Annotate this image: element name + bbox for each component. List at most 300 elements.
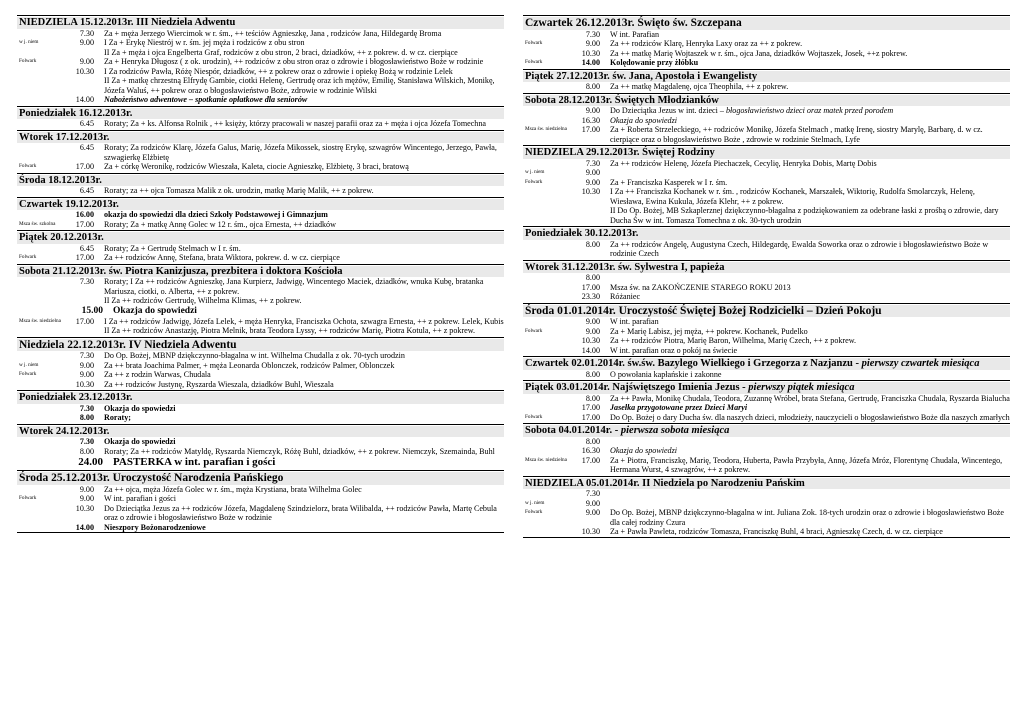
- location-note: [17, 244, 63, 254]
- mass-entry: [523, 116, 1010, 126]
- day-heading: [523, 71, 1010, 83]
- mass-time: 8.00: [585, 369, 600, 379]
- location-note: [17, 143, 63, 162]
- location-note: [523, 346, 569, 356]
- mass-entry: [17, 306, 504, 317]
- day-block: [523, 423, 1010, 475]
- mass-time: [63, 326, 104, 336]
- day-heading: [17, 132, 504, 144]
- location-note: [523, 489, 569, 499]
- mass-entry: [17, 210, 504, 220]
- mass-entry: [17, 67, 504, 77]
- mass-entry: [523, 82, 1010, 92]
- day-block: [17, 197, 504, 230]
- day-heading: [17, 199, 504, 211]
- location-note: [17, 277, 63, 296]
- day-heading: [17, 232, 504, 244]
- mass-time: 17.00: [75, 316, 94, 326]
- day-title: Wtorek 31.12.2013r. św. Sylwestra I, papieża: [525, 261, 725, 273]
- mass-intention: [610, 168, 1010, 178]
- day-heading: [17, 175, 504, 187]
- mass-intention: Za ++ rodziców Helenę, Józefa Piechaczek, Cecylię, Henryka Dobis, Martę Dobis: [610, 158, 877, 168]
- mass-time: 7.30: [585, 29, 600, 39]
- day-heading: [523, 262, 1010, 274]
- location-note: [17, 119, 63, 129]
- location-note: Folwark: [525, 327, 543, 334]
- mass-intention: Do Op. Bożej, MBNP dziękczynno-błagalna w int. Juliana Zok. 18-tych urodzin oraz o zdrowie i błogosławieństwo Boże dla całej rodziny Czura: [610, 508, 1004, 527]
- day-heading: [17, 426, 504, 438]
- day-heading: [17, 472, 504, 485]
- mass-time: [63, 48, 104, 58]
- mass-time: 8.00: [585, 273, 600, 282]
- location-note: [523, 240, 569, 259]
- day-title-note: pierwszy piątek miesiąca: [748, 382, 855, 393]
- location-note: [17, 186, 63, 196]
- mass-entry: [17, 380, 504, 390]
- day-title: Czwartek 26.12.2013r. Święto św. Szczepana: [525, 17, 742, 29]
- mass-intention: W int. parafian i gości: [104, 494, 176, 503]
- mass-intention: Za ++ rodziców Klarę, Henryka Laxy oraz za ++ z pokrew.: [610, 39, 803, 48]
- mass-time: 8.00: [585, 436, 600, 446]
- mass-intention: Za ++ rodziców Annę, Stefana, brata Wiktora, pokrew. d. w cz. cierpiące: [104, 253, 340, 262]
- location-note: [17, 485, 63, 495]
- mass-entry: [17, 119, 504, 129]
- mass-entry: [17, 351, 504, 361]
- mass-intention: Za ++ rodziców Justynę, Ryszarda Wieszala, dziadków Buhl, Wieszala: [104, 379, 334, 389]
- mass-intention: Kolędowanie przy żłóbku: [610, 58, 699, 67]
- mass-entry: [17, 162, 504, 172]
- mass-entry: [523, 240, 1010, 259]
- mass-time: 9.00: [585, 177, 600, 187]
- mass-time: 10.30: [75, 379, 94, 389]
- mass-entry: [523, 187, 1010, 206]
- mass-intention: Do Dzieciątka Jezus za ++ rodziców Józefa, Magdalenę Szindzielorz, brata Wilibalda, ++ rodziców Pawła, Martę Cebula oraz o zdrowie i błogosławieństwo Boże w rodzinie: [104, 503, 497, 522]
- mass-time: 16.30: [581, 446, 600, 455]
- mass-entry: [17, 447, 504, 457]
- location-note: [17, 29, 63, 39]
- location-note: [523, 527, 569, 537]
- day-title: Sobota 04.01.2014r. -: [525, 425, 621, 436]
- location-note: [523, 317, 569, 327]
- mass-entry: [17, 456, 504, 469]
- mass-entry: [523, 346, 1010, 356]
- mass-intention: Roraty; Za rodziców Klarę, Józefa Galus, Marię, Józefa Mikossek, siostrę Erykę, szwagrów Wincentego, Jerzego, Pawła, szwagierkę Elżbietę: [104, 143, 497, 162]
- mass-entry: [523, 489, 1010, 499]
- mass-entry: [17, 220, 504, 230]
- mass-intention: Okazja do spowiedzi: [113, 305, 197, 316]
- mass-entry: [17, 38, 504, 48]
- day-title: Czwartek 19.12.2013r.: [19, 198, 119, 210]
- location-note: [17, 306, 63, 317]
- mass-intention: Do Dzieciątka Jezus w int. dzieci – błogosławieństwo dzieci oraz matek przed porodem: [610, 106, 894, 115]
- mass-time: 6.45: [79, 186, 94, 195]
- mass-entry: [523, 106, 1010, 116]
- day-block: [523, 226, 1010, 259]
- location-note: [17, 76, 63, 95]
- mass-time: 17.00: [581, 455, 600, 465]
- location-note: w j. niem: [525, 499, 545, 506]
- mass-entry: [17, 186, 504, 196]
- mass-entry: [523, 273, 1010, 283]
- day-title: Wtorek 24.12.2013r.: [19, 425, 110, 437]
- mass-entry: [523, 336, 1010, 346]
- mass-intention: Okazja do spowiedzi: [610, 446, 677, 455]
- mass-entry: [523, 508, 1010, 527]
- location-note: [17, 351, 63, 361]
- day-title: Piątek 20.12.2013r.: [19, 232, 104, 243]
- mass-time: 17.00: [581, 282, 600, 292]
- mass-time: 7.30: [79, 403, 94, 413]
- day-heading: [523, 305, 1010, 318]
- location-note: [523, 446, 569, 456]
- mass-time: 10.30: [75, 503, 94, 513]
- location-note: Msza św. niedzielna: [19, 317, 61, 324]
- day-title: Sobota 28.12.2013r. Świętych Młodzianków: [525, 94, 719, 106]
- day-block: [17, 390, 504, 423]
- mass-entry: [523, 125, 1010, 144]
- mass-time: 7.30: [79, 277, 94, 286]
- mass-intention: II Za + matkę chrzestną Elfrydę Gambie, ciotki Helenę, Gertrudę oraz ich mężów, Emilię, Stanisława Wilskich, Monikę, Józefa Waluś, ++ pokrew oraz o błogosławieństwo Boże, zdrowie w rodzinie Wilski: [104, 76, 495, 95]
- mass-intention: Roraty; I Za ++ rodziców Agnieszkę, Jana Kurpierz, Jadwigę, Wincentego Maciek, dziadków, wnuka Kubę, bratanka Mariusza, ciotki, o. Alberta, ++ z pokrew.: [104, 277, 484, 296]
- location-note: Folwark: [525, 509, 543, 515]
- location-note: [17, 326, 63, 336]
- location-note: [523, 116, 569, 126]
- location-note: [523, 394, 569, 404]
- mass-time: [63, 76, 104, 95]
- mass-time: [63, 296, 104, 306]
- mass-entry: [523, 327, 1010, 337]
- mass-time: 10.30: [581, 527, 600, 536]
- left-column: [17, 14, 504, 533]
- mass-intention: Za + Franciszka Kasperek w I r. śm.: [610, 177, 728, 187]
- day-block: [523, 380, 1010, 422]
- mass-intention: Okazja do spowiedzi: [610, 115, 677, 125]
- mass-intention: Roraty; Za + ks. Alfonsa Rolnik , ++ księży, którzy pracowali w naszej parafii oraz za + męża i ojca Józefa Tomechna: [104, 119, 486, 128]
- day-block: [523, 93, 1010, 145]
- mass-intention: Za + Marię Labisz, jej męża, ++ pokrew. Kochanek, Pudelko: [610, 326, 808, 336]
- location-note: [523, 283, 569, 293]
- location-note: [523, 370, 569, 380]
- mass-time: 6.45: [79, 119, 94, 128]
- mass-time: 24.00: [78, 456, 103, 468]
- location-note: [17, 404, 63, 414]
- day-block: [17, 264, 504, 336]
- day-title-note: pierwsza sobota miesiąca: [620, 425, 730, 436]
- day-heading: [523, 425, 1010, 437]
- mass-intention: Roraty;: [104, 413, 131, 422]
- mass-intention: Za + Roberta Strzeleckiego, ++ rodziców Monikę, Józefa Stelmach , matkę Irenę, siostry Marylę, Barbarę, d. w cz. cierpiące oraz o błogosławieństwo Boże , zdrowie w rodzinie Stelmach, Lyfe: [610, 125, 983, 144]
- day-block: [17, 337, 504, 390]
- mass-intention: okazja do spowiedzi dla dzieci Szkoły Podstawowej i Gimnazjum: [104, 210, 328, 219]
- location-note: Msza św. szkolna: [19, 220, 56, 227]
- location-note: Folwark: [19, 163, 37, 169]
- location-note: [523, 403, 569, 413]
- mass-entry: [523, 499, 1010, 509]
- mass-entry: [523, 159, 1010, 169]
- mass-entry: [523, 437, 1010, 447]
- location-note: Folwark: [19, 371, 37, 377]
- mass-intention: Za + Piotra, Franciszkę, Marię, Teodora, Huberta, Pawła Przybyła, Annę, Józefa Mróz, Florentynę Chudala, Wincentego, Hermana Wurst, 4 szwagrów, ++ z pokrew.: [610, 455, 1003, 474]
- mass-entry: [17, 244, 504, 254]
- mass-intention: W int. parafian oraz o pokój na świecie: [610, 345, 738, 355]
- mass-time: 17.00: [75, 253, 94, 262]
- mass-intention: Okazja do spowiedzi: [104, 403, 176, 413]
- day-block: [523, 260, 1010, 302]
- mass-time: 9.00: [585, 39, 600, 48]
- mass-time: 23.30: [581, 292, 600, 301]
- mass-entry: [523, 58, 1010, 68]
- mass-entry: [17, 95, 504, 105]
- day-heading: [17, 339, 504, 352]
- mass-time: 17.00: [581, 403, 600, 412]
- location-note: [523, 437, 569, 447]
- mass-time: 8.00: [585, 82, 600, 91]
- mass-intention: II Za ++ rodziców Gertrudę, Wilhelma Klimas, ++ z pokrew.: [104, 296, 302, 305]
- mass-intention: [610, 499, 1010, 509]
- mass-entry: [17, 277, 504, 296]
- location-note: w j. niem: [525, 169, 545, 175]
- day-title: Niedziela 22.12.2013r. IV Niedziela Adwentu: [19, 338, 237, 351]
- location-note: Msza św. niedzielna: [525, 126, 567, 132]
- mass-intention: Nabożeństwo adwentowe – spotkanie opłatkowe dla seniorów: [104, 95, 308, 104]
- mass-intention: Za ++ matkę Magdalenę, ojca Theophila, ++ z pokrew.: [610, 82, 789, 91]
- day-title: Czwartek 02.01.2014r. św.św. Bazylego Wielkiego i Grzegorza z Nazjanzu -: [525, 358, 862, 369]
- day-title: Piątek 03.01.2014r. Najświętszego Imienia Jezus -: [525, 382, 749, 393]
- mass-time: 16.00: [75, 210, 94, 219]
- location-note: [17, 523, 63, 533]
- location-note: Folwark: [525, 413, 543, 420]
- mass-intention: II Za + męża i ojca Engelberta Graf, rodziców z obu stron, 2 braci, dziadków, ++ z pokrew. d. w cz. cierpiące: [104, 47, 458, 57]
- mass-intention: Różaniec: [610, 292, 641, 301]
- mass-entry: [523, 39, 1010, 49]
- mass-intention: [610, 437, 1010, 447]
- mass-intention: II Za ++ rodziców Anastazję, Piotra Melnik, brata Teodora Lyssy, ++ rodziców Marię, Piotra Kotula, ++ z pokrew.: [104, 326, 476, 335]
- day-title: Środa 18.12.2013r.: [19, 174, 102, 186]
- location-note: [17, 95, 63, 105]
- location-note: [523, 273, 569, 283]
- mass-time: 9.00: [79, 494, 94, 503]
- mass-entry: [523, 283, 1010, 293]
- day-title: Wtorek 17.12.2013r.: [19, 131, 110, 143]
- location-note: [17, 447, 63, 457]
- mass-entry: [523, 292, 1010, 302]
- mass-intention: Roraty; Za + matkę Annę Golec w 12 r. śm., ojca Ernesta, ++ dziadków: [104, 219, 336, 229]
- mass-entry: [523, 446, 1010, 456]
- day-heading: [17, 266, 504, 278]
- mass-intention: [610, 273, 1010, 283]
- mass-intention: Za ++ rodziców Piotra, Marię Baron, Wilhelma, Marię Czech, ++ z pokrew.: [610, 336, 857, 345]
- day-block: [523, 15, 1010, 68]
- mass-time: 17.00: [581, 125, 600, 134]
- location-note: [523, 187, 569, 206]
- mass-time: 14.00: [581, 58, 600, 67]
- location-note: w j. niem: [19, 361, 39, 368]
- mass-intention: W int. Parafian: [610, 29, 660, 39]
- mass-time: 9.00: [585, 168, 600, 177]
- location-note: [17, 504, 63, 523]
- mass-entry: [523, 413, 1010, 423]
- mass-time: 10.30: [581, 48, 600, 58]
- mass-time: 8.00: [585, 239, 600, 249]
- day-block: [523, 145, 1010, 225]
- mass-time: 8.00: [79, 446, 94, 456]
- location-note: [17, 437, 63, 447]
- location-note: [523, 49, 569, 59]
- mass-entry: [17, 326, 504, 336]
- mass-entry: [17, 413, 504, 423]
- mass-entry: [17, 29, 504, 39]
- location-note: [523, 159, 569, 169]
- location-note: [523, 336, 569, 346]
- mass-entry: [17, 370, 504, 380]
- day-title-note: pierwszy czwartek miesiąca: [861, 358, 980, 369]
- day-title: Sobota 21.12.2013r. św. Piotra Kanizjusza, prezbitera i doktora Kościoła: [19, 265, 343, 277]
- day-title: NIEDZIELA 15.12.2013r. III Niedziela Adwentu: [19, 17, 236, 28]
- location-note: [17, 210, 63, 220]
- mass-entry: [523, 370, 1010, 380]
- location-note: [17, 67, 63, 77]
- mass-intention: Jasełka przygotowane przez Dzieci Maryi: [610, 403, 748, 412]
- location-note: [17, 48, 63, 58]
- mass-time: 6.45: [79, 143, 94, 152]
- mass-intention: Roraty; Za + Gertrudę Stelmach w I r. śm.: [104, 243, 241, 253]
- mass-intention: I Za ++ Franciszka Kochanek w r. śm. , rodziców Kochanek, Marszałek, Wiktorię, Rudolfa Smolarczyk, Helenę, Wiesława, Ewina Kukula, Józefa Klehr, ++ z pokrew.: [610, 187, 975, 206]
- mass-intention: Za ++ rodziców Angelę, Augustyna Czech, Hildegardę, Ewalda Soworka oraz o zdrowie i błogosławieństwo Boże w rodzinie Czech: [610, 239, 989, 258]
- day-title: Piątek 27.12.2013r. św. Jana, Apostoła i Ewangelisty: [525, 70, 758, 82]
- mass-time: 9.00: [585, 326, 600, 336]
- mass-entry: [17, 523, 504, 533]
- mass-intention: Nieszpory Bożonarodzeniowe: [104, 522, 206, 532]
- day-block: [17, 15, 504, 105]
- day-block: [17, 173, 504, 196]
- day-title: Poniedziałek 16.12.2013r.: [19, 107, 133, 119]
- mass-entry: [17, 253, 504, 263]
- mass-intention: I Za rodziców Pawła, Różę Niespór, dziadków, ++ z pokrew oraz o zdrowie i opiekę Bożą w rodzinie Lelek: [104, 66, 453, 76]
- mass-intention: Za + męża Jerzego Wiercimok w r. śm., ++ teściów Agnieszkę, Jana , rodziców Jana, Hildegardę Broma: [104, 28, 442, 38]
- location-note: Folwark: [525, 59, 543, 65]
- mass-time: 9.00: [79, 38, 94, 47]
- mass-time: 16.30: [581, 115, 600, 125]
- mass-intention: Do Op. Bożej, MBNP dziękczynno-błagalna w int. Wilhelma Chudalla z ok. 70-tych urodzin: [104, 351, 405, 360]
- mass-time: 17.00: [581, 412, 600, 422]
- mass-time: 9.00: [79, 370, 94, 379]
- mass-entry: [523, 527, 1010, 537]
- location-note: [523, 106, 569, 116]
- location-note: Folwark: [19, 58, 37, 64]
- mass-intention: PASTERKA w int. parafian i gości: [113, 456, 276, 468]
- day-block: [523, 69, 1010, 92]
- day-block: [17, 130, 504, 172]
- mass-entry: [17, 48, 504, 58]
- location-note: [17, 456, 63, 469]
- day-title: Poniedziałek 23.12.2013r.: [19, 392, 133, 403]
- mass-time: 9.00: [79, 484, 94, 494]
- mass-time: 17.00: [75, 219, 94, 229]
- mass-entry: [17, 76, 504, 95]
- mass-entry: [17, 504, 504, 523]
- day-block: [17, 230, 504, 263]
- location-note: [523, 82, 569, 92]
- mass-time: 8.00: [585, 393, 600, 403]
- mass-time: 7.30: [79, 437, 94, 446]
- mass-time: 10.30: [581, 187, 600, 196]
- location-note: [523, 206, 569, 225]
- mass-entry: [523, 30, 1010, 40]
- mass-intention: Do Op. Bożej o dary Ducha św. dla naszych dzieci, młodzieży, nauczycieli o błogosławieństwo Boże dla naszych zmarłych: [610, 412, 1010, 422]
- mass-time: [569, 206, 610, 225]
- mass-intention: Za ++ ojca, męża Józefa Golec w r. śm., męża Krystiana, brata Wilhelma Golec: [104, 484, 362, 494]
- location-note: [17, 380, 63, 390]
- mass-intention: Za ++ matkę Marię Wojtaszek w r. śm., ojca Jana, dziadków Wojtaszek, Josek, ++z pokrew.: [610, 48, 908, 58]
- mass-time: 9.00: [585, 498, 600, 508]
- day-block: [523, 476, 1010, 538]
- mass-entry: [17, 317, 504, 327]
- mass-entry: [17, 57, 504, 67]
- mass-time: 9.00: [79, 360, 94, 370]
- mass-time: 7.30: [585, 158, 600, 168]
- mass-intention: Za ++ brata Joachima Palmer, + męża Leonarda Oblonczek, rodziców Palmer, Oblonczek: [104, 360, 395, 370]
- mass-time: 7.30: [79, 28, 94, 38]
- mass-entry: [523, 403, 1010, 413]
- mass-entry: [523, 456, 1010, 475]
- mass-time: 14.00: [581, 345, 600, 355]
- mass-intention: [610, 489, 1010, 499]
- mass-entry: [17, 404, 504, 414]
- day-heading: [523, 228, 1010, 240]
- mass-time: 17.00: [75, 162, 94, 171]
- location-note: [523, 292, 569, 302]
- mass-intention: Msza św. na ZAKOŃCZENIE STAREGO ROKU 2013: [610, 282, 791, 292]
- day-block: [17, 470, 504, 533]
- mass-time: 9.00: [585, 317, 600, 326]
- right-column: [523, 14, 1010, 538]
- mass-time: 7.30: [79, 351, 94, 360]
- mass-entry: [523, 206, 1010, 225]
- day-heading: [523, 147, 1010, 159]
- day-heading: [523, 17, 1010, 30]
- mass-intention: Roraty; za ++ ojca Tomasza Malik z ok. urodzin, matkę Marię Malik, ++ z pokrew.: [104, 186, 374, 195]
- day-title: NIEDZIELA 05.01.2014r. II Niedziela po Narodzeniu Pańskim: [525, 477, 805, 489]
- mass-time: 9.00: [79, 57, 94, 66]
- mass-time: 9.00: [585, 106, 600, 115]
- mass-time: 10.30: [75, 66, 94, 76]
- location-note: [17, 413, 63, 423]
- mass-intention: Roraty; Za ++ rodziców Matyldę, Ryszarda Niemczyk, Różę Buhl, dziadków, ++ z pokrew. Niemczyk, Szemainda, Buhl: [104, 446, 495, 456]
- mass-intention: Okazja do spowiedzi: [104, 437, 176, 446]
- location-note: [17, 296, 63, 306]
- day-title: Środa 25.12.2013r. Uroczystość Narodzenia Pańskiego: [19, 472, 284, 484]
- mass-entry: [17, 437, 504, 447]
- mass-entry: [17, 296, 504, 306]
- day-block: [523, 303, 1010, 356]
- day-heading: [17, 108, 504, 120]
- day-heading: [523, 358, 1010, 370]
- mass-intention: Za ++ z rodzin Warwas, Chudala: [104, 370, 211, 379]
- mass-time: 8.00: [79, 413, 94, 422]
- day-heading: [523, 382, 1010, 394]
- location-note: [523, 30, 569, 40]
- day-block: [17, 106, 504, 129]
- mass-intention: W int. parafian: [610, 317, 659, 326]
- location-note: Folwark: [19, 254, 37, 260]
- day-block: [523, 356, 1010, 379]
- day-title: Poniedziałek 30.12.2013r.: [525, 228, 639, 239]
- day-title: Środa 01.01.2014r. Uroczystość Świętej Bożej Rodzicielki – Dzień Pokoju: [525, 304, 882, 317]
- mass-entry: [523, 394, 1010, 404]
- mass-intention: I Za + Erykę Niestrój w r. śm. jej męża i rodziców z obu stron: [104, 38, 305, 47]
- mass-intention: O powołania kapłańskie i zakonne: [610, 369, 722, 379]
- day-title: NIEDZIELA 29.12.2013r. Świętej Rodziny: [525, 147, 715, 158]
